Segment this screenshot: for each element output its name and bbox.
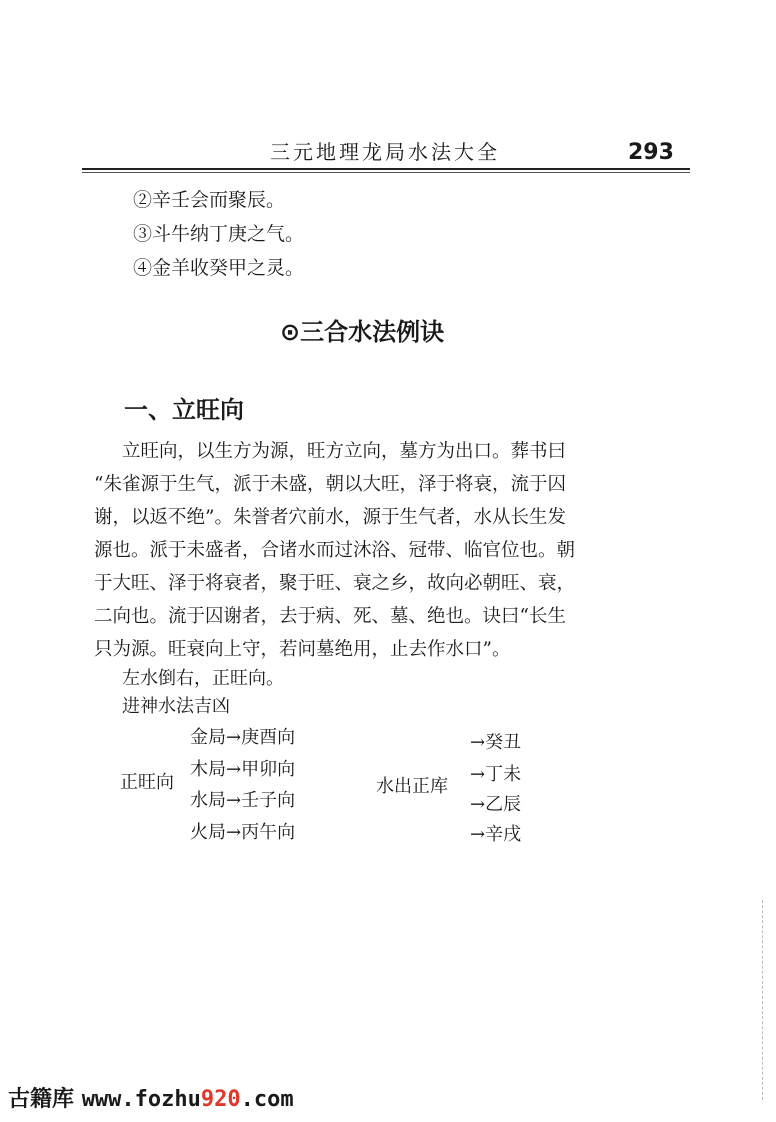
footer-url-prefix: www.fozhu <box>81 1087 201 1112</box>
running-header-title: 三元地理龙局水法大全 <box>270 140 500 164</box>
footer-url <box>82 1087 294 1112</box>
diagram-outcome: →乙辰 <box>470 794 522 815</box>
diagram-outcome: →癸丑 <box>470 732 522 753</box>
diagram-row: 木局→甲卯向 <box>190 759 296 780</box>
header-rule <box>82 168 690 170</box>
diagram-title: 进神水法吉凶 <box>122 696 230 717</box>
diagram-row: 火局→丙午向 <box>190 822 296 843</box>
diagram-left-label: 正旺向 <box>120 772 174 793</box>
diagram-outcome: →辛戌 <box>470 824 522 845</box>
footer-brand-name: 古籍库 <box>8 1087 75 1112</box>
paragraph-line: 二向也。流于囚谢者，去于病、死、墓、绝也。诀曰“长生 <box>94 606 566 627</box>
footer-watermark <box>8 1082 294 1113</box>
paragraph-line: “朱雀源于生气，派于未盛，朝以大旺，泽于将衰，流于囚 <box>94 474 566 495</box>
diagram-row: 金局→庚酉向 <box>190 727 296 748</box>
paragraph-line: 源也。派于未盛者，合诸水而过沐浴、冠带、临官位也。朝 <box>94 540 576 561</box>
subsection-title: 一、立旺向 <box>124 396 244 424</box>
diagram-row: 水局→壬子向 <box>190 790 296 811</box>
paragraph-line: 只为源。旺衰向上守，若问墓绝用，止去作水口”。 <box>94 639 511 660</box>
section-title: ⊙三合水法例诀 <box>280 318 445 346</box>
page-edge-mark <box>762 900 763 1100</box>
footer-url-number: 920 <box>200 1087 241 1112</box>
list-item: ③斗牛纳丁庚之气。 <box>133 223 305 245</box>
header-rule-secondary <box>82 172 690 173</box>
page-number: 293 <box>628 140 674 165</box>
paragraph-line: 于大旺、泽于将衰者，聚于旺、衰之乡，故向必朝旺、衰， <box>94 573 576 594</box>
list-item: ②辛壬会而聚辰。 <box>133 189 286 211</box>
diagram-outcome: →丁未 <box>470 764 522 785</box>
paragraph-line: 立旺向，以生方为源，旺方立向，墓方为出口。葬书曰 <box>122 441 567 462</box>
paragraph-line: 谢，以返不绝”。朱誉者穴前水，源于生气者，水从长生发 <box>94 507 566 528</box>
list-item: ④金羊收癸甲之灵。 <box>133 257 305 279</box>
note-line: 左水倒右，正旺向。 <box>122 668 284 689</box>
footer-url-suffix: .com <box>240 1087 294 1112</box>
diagram-middle-label: 水出正库 <box>376 776 448 797</box>
